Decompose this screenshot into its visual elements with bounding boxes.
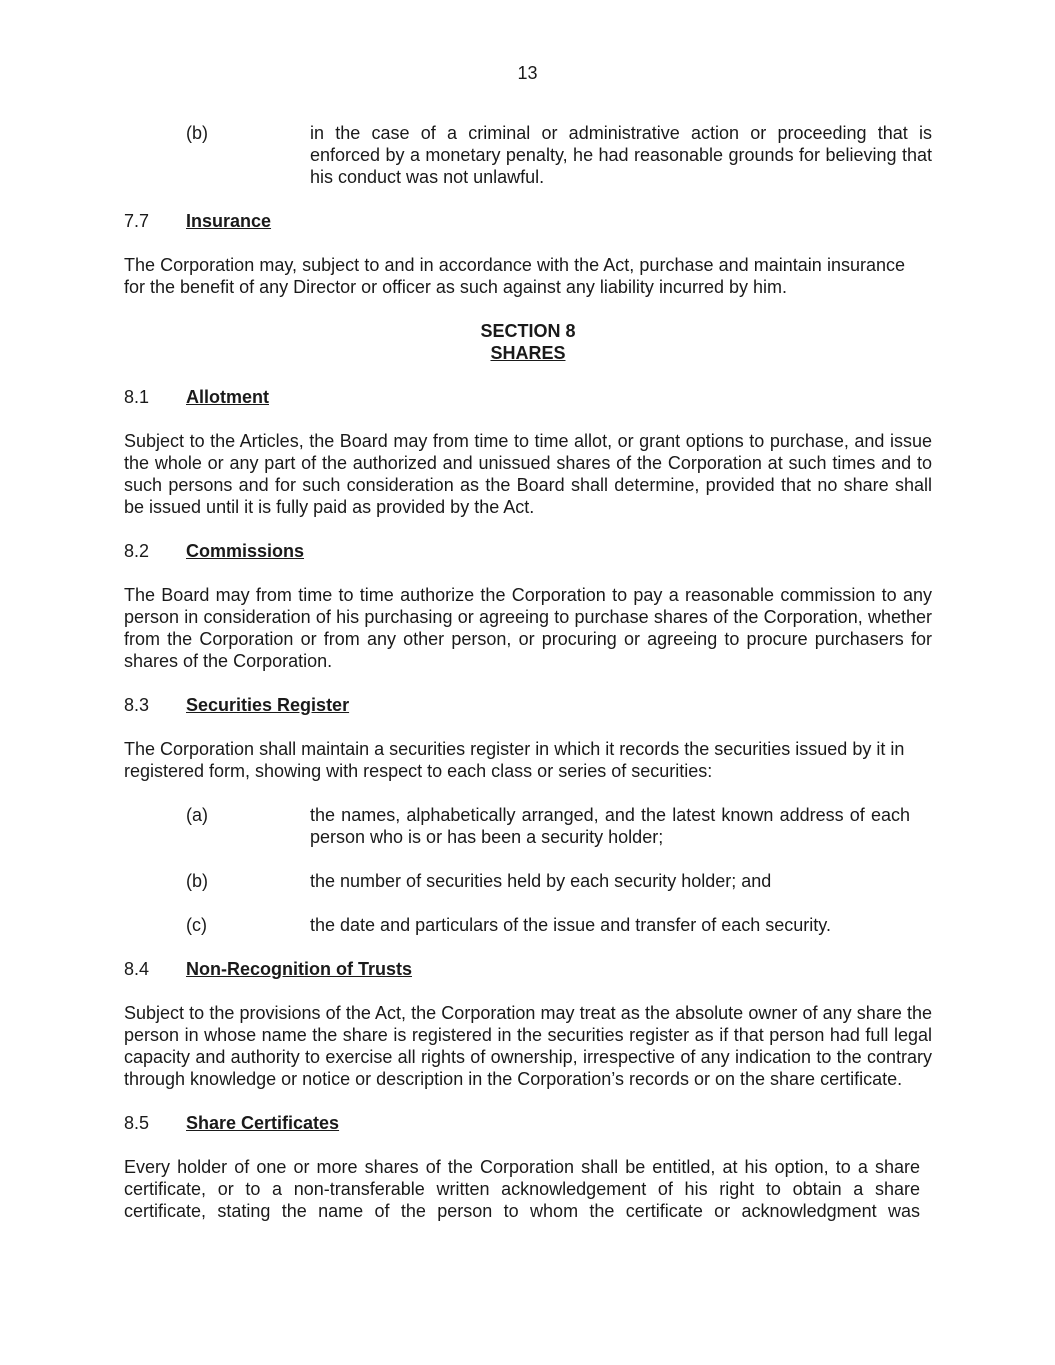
list-item-label: (b) <box>186 123 208 143</box>
list-item-label: (b) <box>186 871 208 891</box>
paragraph-8-4: Subject to the provisions of the Act, the Corporation may treat as the absolute owner of any share the person in whose name the share is registered in the securities register as if that person had full legal capacity and authority to exercise all rights of ownership, irrespective of any indication to the contrary through knowledge or notice or description in the Corporation’s records or on the share certificate. <box>124 1003 932 1089</box>
paragraph-8-1: Subject to the Articles, the Board may from time to time allot, or grant options to purchase, and issue the whole or any part of the authorized and unissued shares of the Corporation at such times and to such persons and for such consideration as the Board shall determine, provided that no share shall be issued until it is fully paid as provided by the Act. <box>124 431 932 517</box>
section-8-heading: SECTION 8 <box>480 321 576 341</box>
section-number: 7.7 <box>124 211 150 231</box>
list-item-text: the date and particulars of the issue and transfer of each security. <box>310 915 831 935</box>
list-item-text: the names, alphabetically arranged, and the latest known address of each person who is or has been a security holder; <box>310 805 910 847</box>
section-heading-8-5 <box>124 1112 932 1134</box>
document-body <box>124 122 932 1222</box>
section-title: Allotment <box>186 387 269 407</box>
list-item-text: in the case of a criminal or administrative action or proceeding that is enforced by a monetary penalty, he had reasonable grounds for believing that his conduct was not unlawful. <box>310 123 932 187</box>
section-title: Securities Register <box>186 695 350 715</box>
list-item-b-previous <box>186 122 932 188</box>
list-item-label: (a) <box>186 805 208 825</box>
paragraph-7-7: The Corporation may, subject to and in accordance with the Act, purchase and maintain insurance for the benefit of any Director or officer as such against any liability incurred by him. <box>124 255 905 297</box>
paragraph-8-3: The Corporation shall maintain a securities register in which it records the securities issued by it in registered form, showing with respect to each class or series of securities: <box>124 739 905 781</box>
list-item-a <box>186 804 910 848</box>
section-number: 8.4 <box>124 959 150 979</box>
section-number: 8.5 <box>124 1113 150 1133</box>
list-item-label: (c) <box>186 915 207 935</box>
section-heading-8-2 <box>124 540 932 562</box>
list-item-text: the number of securities held by each security holder; and <box>310 871 772 891</box>
paragraph-8-2: The Board may from time to time authorize the Corporation to pay a reasonable commission to any person in consideration of his purchasing or agreeing to purchase shares of the Corporation, whether from the Corporation or from any other person, or procuring or agreeing to procure purchasers for shares of the Corporation. <box>124 585 932 671</box>
section-title: Non-Recognition of Trusts <box>186 959 412 979</box>
list-item-b <box>186 870 932 892</box>
section-title: Share Certificates <box>186 1113 340 1133</box>
section-8-subheading: SHARES <box>490 343 566 363</box>
section-heading-8-1 <box>124 386 932 408</box>
section-heading-7-7 <box>124 210 932 232</box>
section-title: Insurance <box>186 211 272 231</box>
section-8-title <box>124 320 932 364</box>
section-heading-8-4 <box>124 958 932 980</box>
page-number: 13 <box>517 63 538 83</box>
paragraph-8-5: Every holder of one or more shares of the Corporation shall be entitled, at his option, to a share certificate, or to a non-transferable written acknowledgement of his right to obtain a share certificate, stating the name of the person to whom the certificate or acknowledgment was <box>124 1157 920 1221</box>
section-number: 8.3 <box>124 695 150 715</box>
section-number: 8.2 <box>124 541 150 561</box>
section-number: 8.1 <box>124 387 150 407</box>
section-heading-8-3 <box>124 694 932 716</box>
section-title: Commissions <box>186 541 305 561</box>
list-item-c <box>186 914 932 936</box>
